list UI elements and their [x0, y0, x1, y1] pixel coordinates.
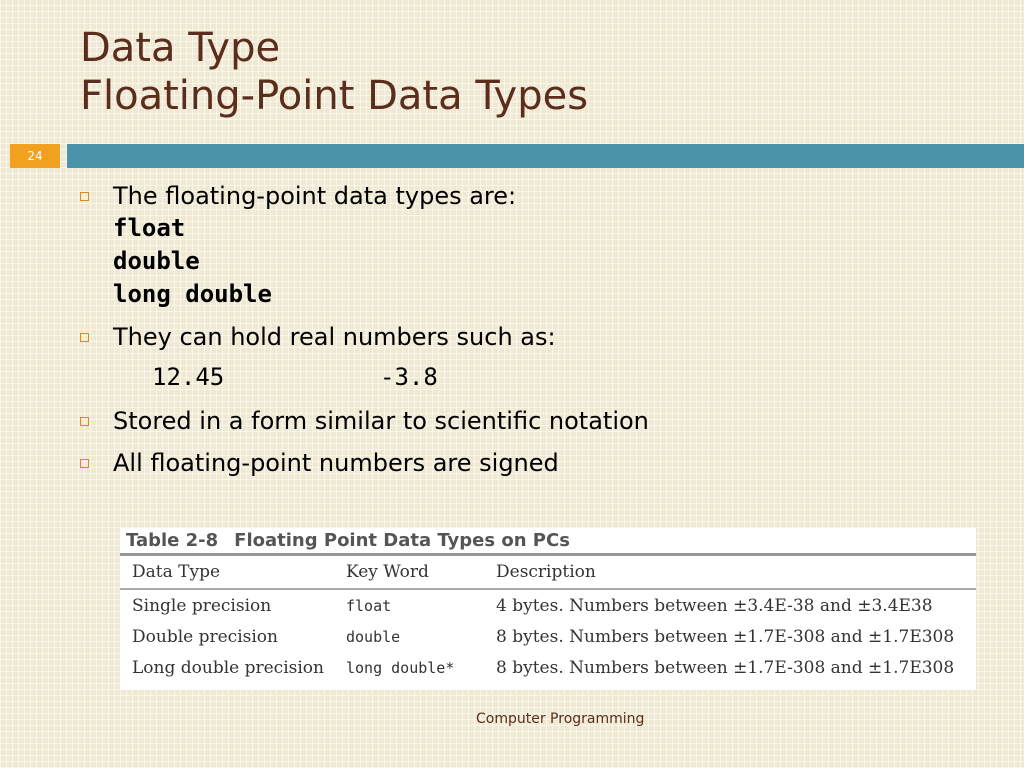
sample-value: 12.45	[152, 363, 225, 391]
type-float: float	[113, 214, 186, 242]
title-line-2: Floating-Point Data Types	[80, 73, 589, 119]
table-header-row	[120, 556, 976, 590]
table-cell: double	[346, 627, 401, 646]
bullet-text: They can hold real numbers such as:	[113, 323, 556, 351]
data-types-table	[120, 528, 976, 690]
table-number: Table 2-8	[126, 530, 219, 551]
slide-content	[80, 180, 980, 489]
header-cell: Data Type	[132, 562, 221, 582]
type-double: double	[113, 247, 200, 275]
table-cell: long double*	[346, 658, 455, 677]
bullet-item	[80, 180, 980, 311]
bullet-item	[80, 447, 980, 479]
table-cell: float	[346, 596, 392, 615]
square-bullet-icon	[80, 333, 89, 342]
title-divider-bar	[67, 144, 1024, 168]
square-bullet-icon	[80, 459, 89, 468]
header-cell: Description	[496, 562, 596, 582]
table-row	[120, 621, 976, 652]
header-cell: Key Word	[346, 562, 429, 582]
square-bullet-icon	[80, 192, 89, 201]
bullet-text: All floating-point numbers are signed	[113, 449, 559, 477]
slide-number: 24	[10, 144, 60, 168]
sample-values	[152, 361, 980, 393]
table-cell: 8 bytes. Numbers between ±1.7E-308 and ±1.7E308	[496, 626, 955, 647]
bullet-item	[80, 405, 980, 437]
slide-title	[80, 24, 588, 120]
slide-footer: Computer Programming	[476, 711, 645, 727]
table-cell: Long double precision	[132, 657, 324, 678]
title-line-1: Data Type	[80, 25, 281, 71]
table-cell: Double precision	[132, 626, 278, 647]
table-cell: Single precision	[132, 595, 272, 616]
type-long-double: long double	[113, 280, 272, 308]
sample-value: -3.8	[380, 363, 438, 391]
table-title: Floating Point Data Types on PCs	[234, 530, 570, 551]
square-bullet-icon	[80, 417, 89, 426]
bullet-item	[80, 321, 980, 353]
bullet-text: Stored in a form similar to scientific notation	[113, 407, 649, 435]
table-cell: 8 bytes. Numbers between ±1.7E-308 and ±1.7E308	[496, 657, 955, 678]
table-caption	[120, 528, 976, 556]
table-cell: 4 bytes. Numbers between ±3.4E-38 and ±3.4E38	[496, 595, 933, 616]
bullet-text: The floating-point data types are:	[113, 182, 517, 210]
table-row	[120, 590, 976, 621]
table-row	[120, 652, 976, 683]
